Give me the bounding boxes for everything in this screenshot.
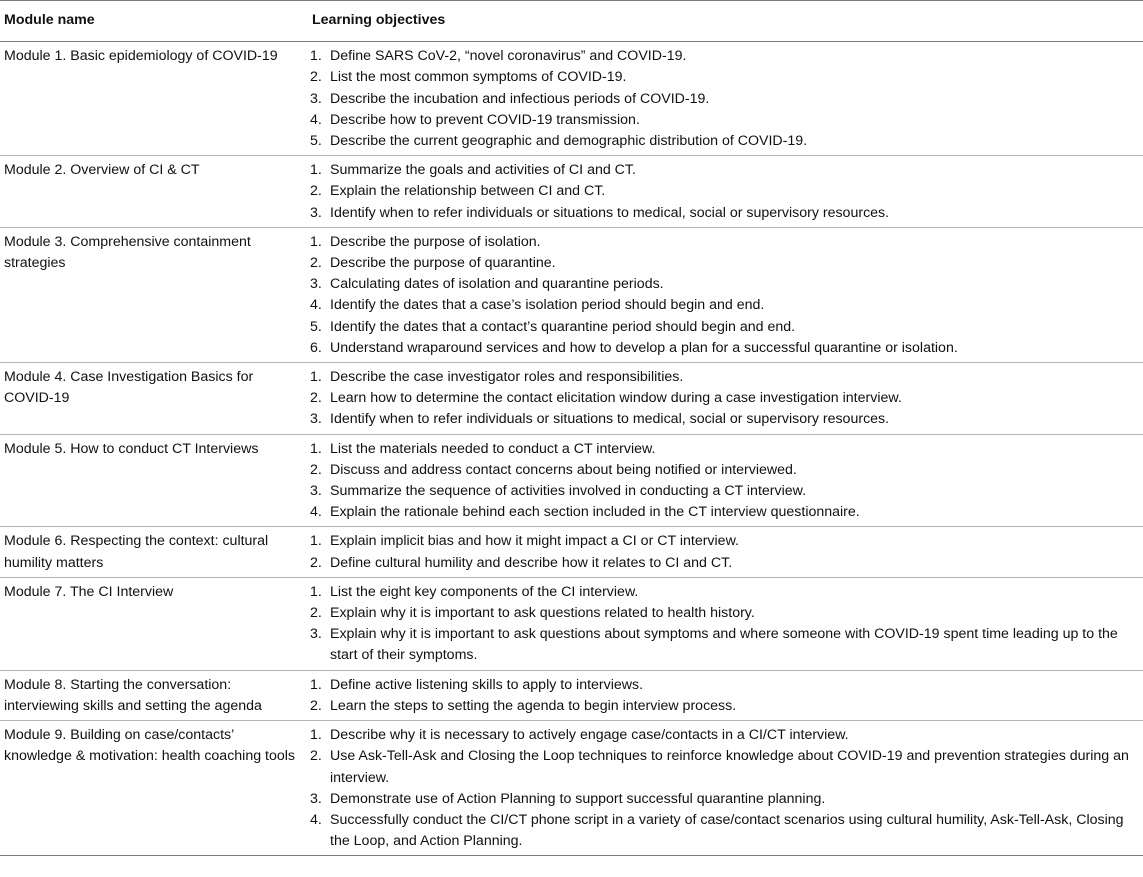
- objective-number: 2.: [310, 461, 322, 478]
- objective-item: [310, 46, 1143, 67]
- objectives-list: [310, 46, 1143, 152]
- objective-text: Describe how to prevent COVID-19 transmission.: [330, 111, 640, 128]
- module-name-cell: Module 5. How to conduct CT Interviews: [0, 434, 310, 527]
- objective-text: Describe the purpose of quarantine.: [330, 255, 556, 272]
- objective-number: 3.: [310, 411, 322, 428]
- objective-item: [310, 789, 1143, 810]
- objectives-cell: [310, 227, 1143, 362]
- module-name-cell: Module 1. Basic epidemiology of COVID-19: [0, 42, 310, 156]
- objectives-list: [310, 232, 1143, 359]
- objective-text: Calculating dates of isolation and quarantine periods.: [330, 276, 664, 293]
- objective-text: Explain why it is important to ask questions related to health history.: [330, 605, 755, 622]
- objectives-list: [310, 531, 1143, 573]
- objective-number: 4.: [310, 297, 322, 314]
- objective-item: [310, 388, 1143, 409]
- objective-text: Explain the rationale behind each section included in the CT interview questionnaire.: [330, 504, 860, 521]
- objective-item: [310, 553, 1143, 574]
- objective-text: Identify the dates that a case’s isolation period should begin and end.: [330, 297, 765, 314]
- module-name-cell: Module 3. Comprehensive containment strategies: [0, 227, 310, 362]
- table-row: [0, 227, 1143, 362]
- objective-text: Identify when to refer individuals or situations to medical, social or supervisory resources.: [330, 204, 890, 221]
- objective-number: 2.: [310, 69, 322, 86]
- objectives-cell: [310, 527, 1143, 577]
- objective-item: [310, 531, 1143, 552]
- objective-number: 2.: [310, 390, 322, 407]
- table-row: [0, 42, 1143, 156]
- objective-number: 4.: [310, 504, 322, 521]
- objective-text: Identify when to refer individuals or situations to medical, social or supervisory resources.: [330, 411, 890, 428]
- objective-text: Summarize the sequence of activities involved in conducting a CT interview.: [330, 483, 807, 500]
- objective-number: 1.: [310, 48, 322, 65]
- table-row: [0, 721, 1143, 856]
- objective-number: 2.: [310, 183, 322, 200]
- objective-item: [310, 439, 1143, 460]
- objective-item: [310, 481, 1143, 502]
- objective-number: 1.: [310, 440, 322, 457]
- objective-text: List the materials needed to conduct a CT interview.: [330, 440, 656, 457]
- module-name-cell: Module 9. Building on case/contacts’ knowledge & motivation: health coaching tools: [0, 721, 310, 856]
- objective-number: 1.: [310, 233, 322, 250]
- objective-item: [310, 110, 1143, 131]
- objective-text: Explain the relationship between CI and CT.: [330, 183, 606, 200]
- objectives-list: [310, 439, 1143, 524]
- objective-number: 1.: [310, 583, 322, 600]
- module-name-cell: Module 8. Starting the conversation: interviewing skills and setting the agenda: [0, 670, 310, 720]
- objective-item: [310, 502, 1143, 523]
- objective-text: Identify the dates that a contact’s quarantine period should begin and end.: [330, 318, 796, 335]
- table-body: [0, 42, 1143, 856]
- objective-text: Define SARS CoV-2, “novel coronavirus” and COVID-19.: [330, 48, 687, 65]
- objective-item: [310, 317, 1143, 338]
- objective-item: [310, 582, 1143, 603]
- objective-text: Demonstrate use of Action Planning to support successful quarantine planning.: [330, 790, 826, 807]
- objective-text: List the most common symptoms of COVID-19.: [330, 69, 627, 86]
- objective-number: 2.: [310, 255, 322, 272]
- objective-item: [310, 409, 1143, 430]
- objective-item: [310, 160, 1143, 181]
- objective-number: 1.: [310, 727, 322, 744]
- objective-number: 3.: [310, 276, 322, 293]
- objective-text: Describe the case investigator roles and responsibilities.: [330, 369, 684, 386]
- header-learning-objectives: Learning objectives: [310, 1, 1143, 42]
- objectives-cell: [310, 670, 1143, 720]
- objective-text: Describe the incubation and infectious periods of COVID-19.: [330, 90, 710, 107]
- objective-number: 3.: [310, 483, 322, 500]
- objective-text: Learn how to determine the contact elicitation window during a case investigation interview.: [330, 390, 902, 407]
- objective-number: 2.: [310, 554, 322, 571]
- table-row: [0, 527, 1143, 577]
- table-row: [0, 156, 1143, 228]
- module-name-cell: Module 2. Overview of CI & CT: [0, 156, 310, 228]
- objective-text: Understand wraparound services and how to develop a plan for a successful quarantine or isolation.: [330, 339, 958, 356]
- objective-item: [310, 746, 1143, 788]
- objective-number: 5.: [310, 318, 322, 335]
- objective-number: 2.: [310, 605, 322, 622]
- objective-number: 3.: [310, 204, 322, 221]
- objectives-cell: [310, 42, 1143, 156]
- objective-item: [310, 810, 1143, 852]
- objective-text: Define cultural humility and describe how it relates to CI and CT.: [330, 554, 733, 571]
- objective-item: [310, 295, 1143, 316]
- objective-item: [310, 675, 1143, 696]
- objective-text: Describe the current geographic and demographic distribution of COVID-19.: [330, 133, 808, 150]
- objectives-cell: [310, 363, 1143, 435]
- objective-number: 3.: [310, 790, 322, 807]
- table-row: [0, 434, 1143, 527]
- objective-item: [310, 603, 1143, 624]
- module-name-cell: Module 6. Respecting the context: cultural humility matters: [0, 527, 310, 577]
- objective-item: [310, 274, 1143, 295]
- objective-text: Summarize the goals and activities of CI and CT.: [330, 162, 636, 179]
- objective-text: Explain why it is important to ask questions about symptoms and where someone with COVID-19 spent time leading up to the start of their symptoms.: [330, 626, 1118, 664]
- table-row: [0, 670, 1143, 720]
- objective-text: Learn the steps to setting the agenda to begin interview process.: [330, 697, 737, 714]
- table-header: [0, 1, 1143, 42]
- objectives-list: [310, 367, 1143, 431]
- objective-item: [310, 338, 1143, 359]
- module-name-cell: Module 4. Case Investigation Basics for COVID-19: [0, 363, 310, 435]
- objectives-list: [310, 160, 1143, 224]
- objective-text: Successfully conduct the CI/CT phone script in a variety of case/contact scenarios using cultural humility, Ask-Tell-Ask, Closing the Loop, and Action Planning.: [330, 811, 1124, 850]
- objective-text: Describe the purpose of isolation.: [330, 233, 541, 250]
- objective-item: [310, 181, 1143, 202]
- objective-number: 1.: [310, 676, 322, 693]
- objective-number: 2.: [310, 697, 322, 714]
- objective-number: 1.: [310, 533, 322, 550]
- objective-item: [310, 253, 1143, 274]
- objective-number: 5.: [310, 133, 322, 150]
- objective-number: 4.: [310, 111, 322, 128]
- module-name-cell: Module 7. The CI Interview: [0, 577, 310, 670]
- objective-item: [310, 203, 1143, 224]
- objective-text: List the eight key components of the CI interview.: [330, 583, 639, 600]
- objectives-list: [310, 582, 1143, 667]
- objective-text: Define active listening skills to apply to interviews.: [330, 676, 644, 693]
- table-row: [0, 363, 1143, 435]
- objective-item: [310, 624, 1143, 666]
- objective-item: [310, 696, 1143, 717]
- objective-text: Use Ask-Tell-Ask and Closing the Loop techniques to reinforce knowledge about COVID-19 and prevention strategies during an interview.: [330, 748, 1129, 786]
- objective-item: [310, 89, 1143, 110]
- objective-number: 3.: [310, 90, 322, 107]
- objective-item: [310, 67, 1143, 88]
- objective-text: Explain implicit bias and how it might impact a CI or CT interview.: [330, 533, 739, 550]
- objectives-cell: [310, 577, 1143, 670]
- objectives-cell: [310, 721, 1143, 856]
- table-row: [0, 577, 1143, 670]
- objective-number: 2.: [310, 748, 322, 765]
- objective-number: 1.: [310, 369, 322, 386]
- objective-item: [310, 460, 1143, 481]
- objective-number: 3.: [310, 626, 322, 643]
- objectives-list: [310, 725, 1143, 852]
- objective-item: [310, 725, 1143, 746]
- objective-text: Discuss and address contact concerns about being notified or interviewed.: [330, 461, 797, 478]
- header-module-name: Module name: [0, 1, 310, 42]
- objectives-cell: [310, 156, 1143, 228]
- objective-number: 6.: [310, 339, 322, 356]
- objective-item: [310, 131, 1143, 152]
- header-row: [0, 1, 1143, 42]
- objective-number: 1.: [310, 162, 322, 179]
- objective-item: [310, 367, 1143, 388]
- objectives-cell: [310, 434, 1143, 527]
- objective-item: [310, 232, 1143, 253]
- objective-text: Describe why it is necessary to actively engage case/contacts in a CI/CT interview.: [330, 727, 849, 744]
- objective-number: 4.: [310, 811, 322, 828]
- objectives-list: [310, 675, 1143, 717]
